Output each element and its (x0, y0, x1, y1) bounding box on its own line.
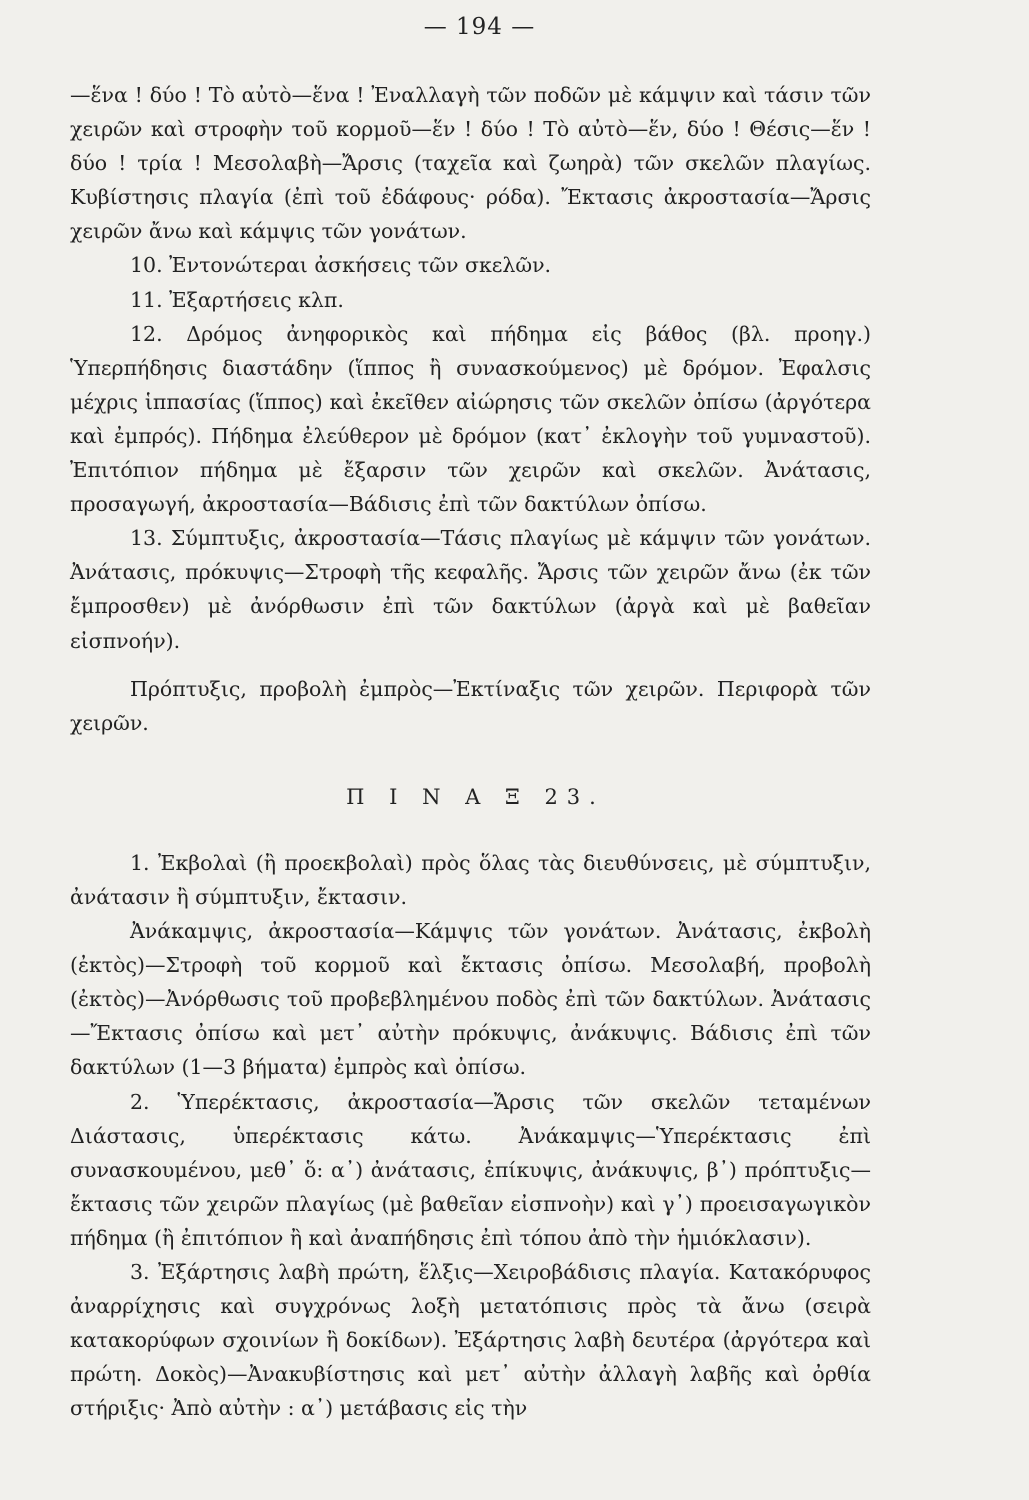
exercise-3: 3. Ἐξάρτησις λαβὴ πρώτη, ἕλξις—Χειροβάδισις πλαγία. Κατακόρυφος ἀναρρίχησις καὶ συγχρόνως λοξὴ μετατόπισις πρὸς τὰ ἄνω (σειρὰ κατακορύφων σχοινίων ἢ δοκίδων). Ἐξάρτησις λαβὴ δευτέρα (ἀργότερα καὶ πρώτη. Δοκὸς)—Ἀνακυβίστησις καὶ μετ᾽ αὐτὴν ἀλλαγὴ λαβῆς καὶ ὀρθία στήριξις· Ἀπὸ αὐτὴν : α᾽) μετάβασις εἰς τὴν (70, 1260, 871, 1421)
exercise-13-continued: Πρόπτυξις, προβολὴ ἐμπρὸς—Ἐκτίναξις τῶν χειρῶν. Περιφορὰ τῶν χειρῶν. (70, 676, 871, 735)
page-number: — 194 — (423, 14, 536, 40)
exercise-12: 12. Δρόμος ἀνηφορικὸς καὶ πήδημα εἰς βάθος (βλ. προηγ.) Ὑπερπήδησις διαστάδην (ἵππος ἢ συνασκούμενος) μὲ δρόμον. Ἐφαλσις μέχρις ἱππασίας (ἵππος) καὶ ἐκεῖθεν αἰώρησις τῶν σκελῶν ὀπίσω (ἀργότερα καὶ ἐμπρός). Πήδημα ἐλεύθερον μὲ δρόμον (κατ᾽ ἐκλογὴν τοῦ γυμναστοῦ). Ἐπιτόπιον πήδημα μὲ ἔξαρσιν τῶν χειρῶν καὶ σκελῶν. Ἀνάτασις, προσαγωγή, ἀκροστασία—Βάδισις ἐπὶ τῶν δακτύλων ὀπίσω. (70, 321, 871, 517)
exercise-13: 13. Σύμπτυξις, ἀκροστασία—Τάσις πλαγίως μὲ κάμψιν τῶν γονάτων. Ἀνάτασις, πρόκυψις—Στροφὴ τῆς κεφαλῆς. Ἄρσις τῶν χειρῶν ἄνω (ἐκ τῶν ἔμπροσθεν) μὲ ἀνόρθωσιν ἐπὶ τῶν δακτύλων (ἀργὰ καὶ μὲ βαθεῖαν εἰσπνοήν). (70, 526, 871, 653)
paragraph-continuation: —ἕνα ! δύο ! Τὸ αὐτὸ—ἕνα ! Ἐναλλαγὴ τῶν ποδῶν μὲ κάμψιν καὶ τάσιν τῶν χειρῶν καὶ στροφὴν τοῦ κορμοῦ—ἕν ! δύο ! Τὸ αὐτὸ—ἕν, δύο ! Θέσις—ἕν ! δύο ! τρία ! Μεσολαβὴ—Ἄρσις (ταχεῖα καὶ ζωηρὰ) τῶν σκελῶν πλαγίως. Κυβίστησις πλαγία (ἐπὶ τοῦ ἐδάφους· ρόδα). Ἔκτασις ἀκροστασία—Ἄρσις χειρῶν ἄνω καὶ κάμψις τῶν γονάτων. (70, 83, 871, 244)
exercise-1: 1. Ἐκβολαὶ (ἢ προεκβολαὶ) πρὸς ὅλας τὰς διευθύνσεις, μὲ σύμπτυξιν, ἀνάτασιν ἢ σύμπτυξιν, ἔκτασιν. (70, 850, 871, 909)
exercise-2: 2. Ὑπερέκτασις, ἀκροστασία—Ἄρσις τῶν σκελῶν τεταμένων Διάστασις, ὑπερέκτασις κάτω. Ἀνάκαμψις—Ὑπερέκτασις ἐπὶ συνασκουμένου, μεθ᾽ ὅ: α᾽) ἀνάτασις, ἐπίκυψις, ἀνάκυψις, β᾽) πρόπτυξις—ἔκτασις τῶν χειρῶν πλαγίως (μὲ βαθεῖαν εἰσπνοὴν) καὶ γ᾽) προεισαγωγικὸν πήδημα (ἢ ἐπιτόπιον ἢ καὶ ἀναπήδησις ἐπὶ τόπου ἀπὸ τὴν ἡμιόκλασιν). (70, 1089, 871, 1250)
table-heading: Π Ι Ν Α Ξ 23. (346, 784, 605, 809)
exercise-1-continued: Ἀνάκαμψις, ἀκροστασία—Κάμψις τῶν γονάτων. Ἀνάτασις, ἐκβολὴ (ἐκτὸς)—Στροφὴ τοῦ κορμοῦ καὶ ἔκτασις ὀπίσω. Μεσολαβή, προβολὴ (ἐκτὸς)—Ἀνόρθωσις τοῦ προβεβλημένου ποδὸς ἐπὶ τῶν δακτύλων. Ἀνάτασις—Ἔκτασις ὀπίσω καὶ μετ᾽ αὐτὴν πρόκυψις, ἀνάκυψις. Βάδισις ἐπὶ τῶν δακτύλων (1—3 βήματα) ἐμπρὸς καὶ ὀπίσω. (70, 919, 871, 1080)
exercise-10: 10. Ἐντονώτεραι ἀσκήσεις τῶν σκελῶν. (130, 253, 552, 278)
exercise-11: 11. Ἐξαρτήσεις κλπ. (130, 287, 344, 312)
body-text (70, 78, 871, 1425)
paragraph-spacer (70, 658, 871, 672)
